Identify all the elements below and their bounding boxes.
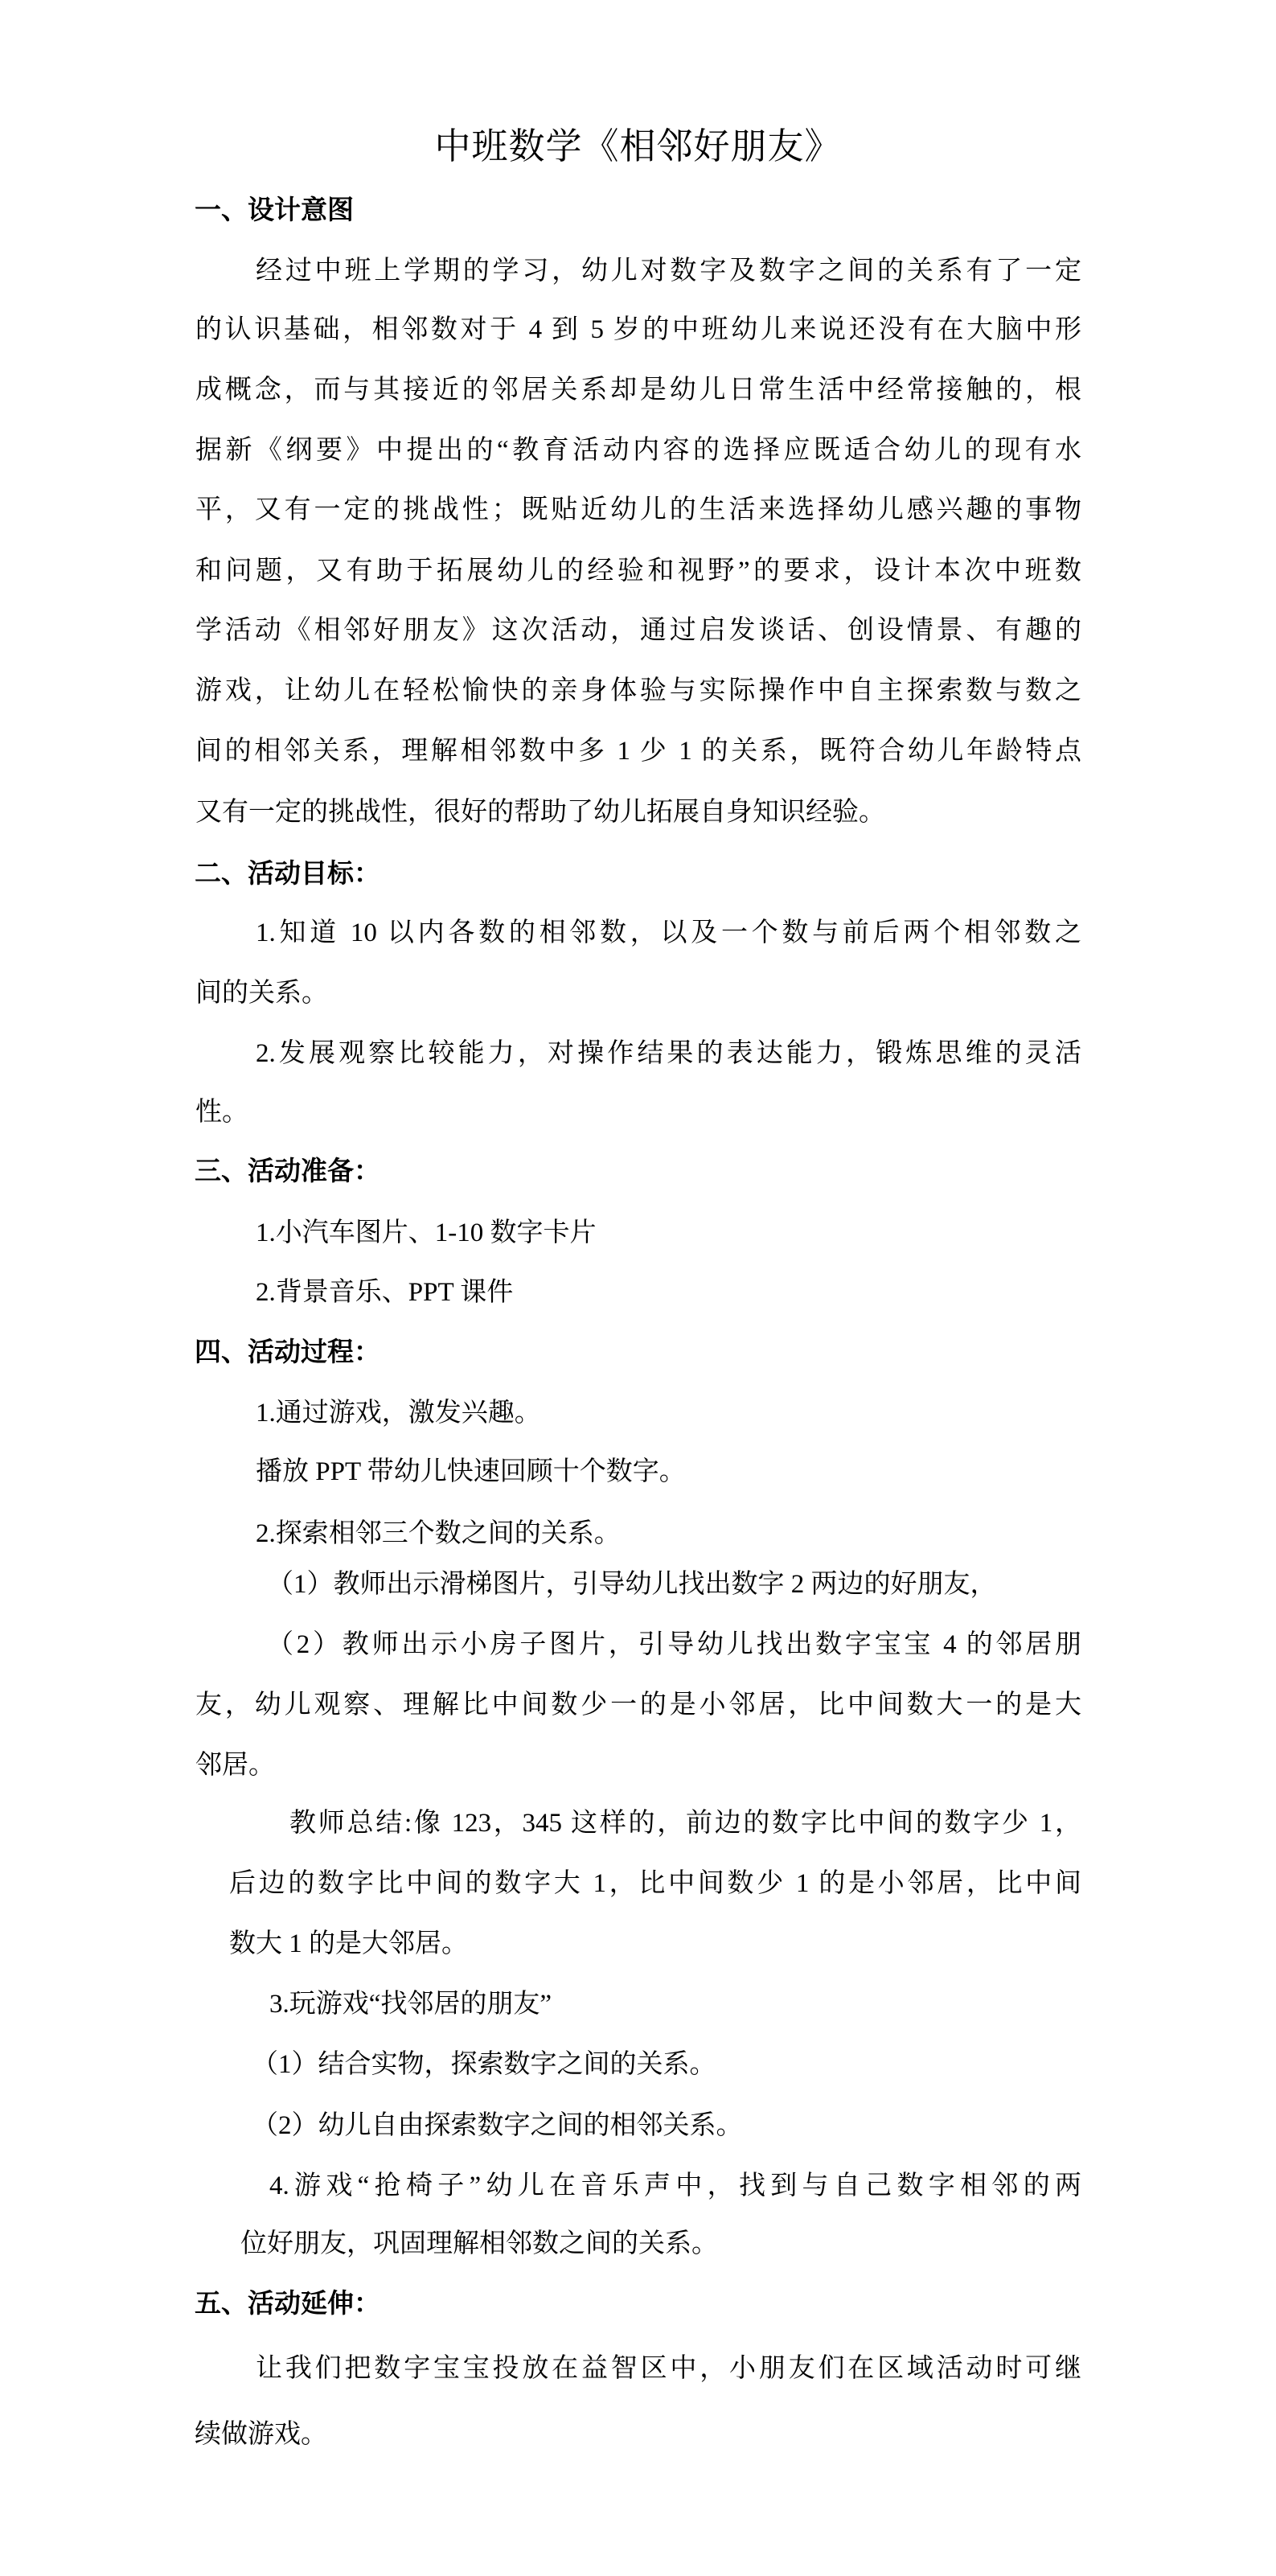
objective-item-2: 2.发展观察比较能力，对操作结果的表达能力，锻炼思维的灵活 xyxy=(256,1039,1081,1068)
paragraph-line: 据新《纲要》中提出的“教育活动内容的选择应既适合幼儿的现有水 xyxy=(195,436,1081,465)
teacher-summary-end: 数大 1 的是大邻居。 xyxy=(229,1929,468,1958)
extension-paragraph-end: 续做游戏。 xyxy=(195,2420,327,2449)
section-heading-process: 四、活动过程： xyxy=(195,1338,380,1367)
process-step-2-sub-1: （1）教师出示滑梯图片，引导幼儿找出数字 2 两边的好朋友， xyxy=(267,1570,997,1599)
process-step-3-sub-2: （2）幼儿自由探索数字之间的相邻关系。 xyxy=(252,2111,743,2140)
teacher-summary: 教师总结:像 123，345 这样的，前边的数字比中间的数字少 1， xyxy=(289,1809,1081,1838)
process-step-4-cont: 位好朋友，巩固理解相邻数之间的关系。 xyxy=(240,2229,718,2258)
paragraph-line: 又有一定的挑战性，很好的帮助了幼儿拓展自身知识经验。 xyxy=(195,798,885,827)
process-step-2-sub-2: （2）教师出示小房子图片，引导幼儿找出数字宝宝 4 的邻居朋 xyxy=(267,1630,1081,1659)
process-step-4: 4.游戏“抢椅子”幼儿在音乐声中，找到与自己数字相邻的两 xyxy=(269,2171,1081,2200)
extension-paragraph: 让我们把数字宝宝投放在益智区中，小朋友们在区域活动时可继 xyxy=(256,2354,1081,2383)
paragraph-line: 游戏，让幼儿在轻松愉快的亲身体验与实际操作中自主探索数与数之 xyxy=(195,676,1081,705)
section-heading-design-intent: 一、设计意图 xyxy=(195,196,354,225)
section-heading-extension: 五、活动延伸： xyxy=(195,2290,380,2319)
document-title: 中班数学《相邻好朋友》 xyxy=(434,126,842,166)
paragraph-line: 和问题，又有助于拓展幼儿的经验和视野”的要求，设计本次中班数 xyxy=(195,557,1081,585)
paragraph-line: 学活动《相邻好朋友》这次活动，通过启发谈话、创设情景、有趣的 xyxy=(195,616,1081,645)
objective-item-1: 1.知道 10 以内各数的相邻数，以及一个数与前后两个相邻数之 xyxy=(256,918,1081,947)
paragraph-line: 的认识基础，相邻数对于 4 到 5 岁的中班幼儿来说还没有在大脑中形 xyxy=(195,315,1081,344)
paragraph-line: 平，又有一定的挑战性；既贴近幼儿的生活来选择幼儿感兴趣的事物 xyxy=(195,495,1081,524)
section-heading-objectives: 二、活动目标： xyxy=(195,860,380,889)
preparation-item-1: 1.小汽车图片、1-10 数字卡片 xyxy=(256,1218,597,1247)
process-step-2-sub-2-cont: 友，幼儿观察、理解比中间数少一的是小邻居，比中间数大一的是大 xyxy=(195,1691,1081,1719)
process-step-2-sub-2-end: 邻居。 xyxy=(195,1751,275,1780)
preparation-item-2: 2.背景音乐、PPT 课件 xyxy=(256,1278,514,1307)
teacher-summary-cont: 后边的数字比中间的数字大 1，比中间数少 1 的是小邻居，比中间 xyxy=(229,1869,1081,1898)
section-heading-preparation: 三、活动准备： xyxy=(195,1157,380,1186)
paragraph-line: 间的相邻关系，理解相邻数中多 1 少 1 的关系，既符合幼儿年龄特点 xyxy=(195,737,1081,766)
process-step-3: 3.玩游戏“找邻居的朋友” xyxy=(269,1990,552,2019)
paragraph-line: 经过中班上学期的学习，幼儿对数字及数字之间的关系有了一定 xyxy=(256,257,1081,286)
process-step-2: 2.探索相邻三个数之间的关系。 xyxy=(256,1519,621,1548)
process-step-1-detail: 播放 PPT 带幼儿快速回顾十个数字。 xyxy=(256,1457,686,1486)
process-step-3-sub-1: （1）结合实物，探索数字之间的关系。 xyxy=(252,2050,716,2079)
paragraph-line: 成概念，而与其接近的邻居关系却是幼儿日常生活中经常接触的，根 xyxy=(195,376,1081,405)
objective-item-1-cont: 间的关系。 xyxy=(195,979,328,1008)
objective-item-2-cont: 性。 xyxy=(195,1098,248,1127)
process-step-1: 1.通过游戏，激发兴趣。 xyxy=(256,1399,541,1428)
